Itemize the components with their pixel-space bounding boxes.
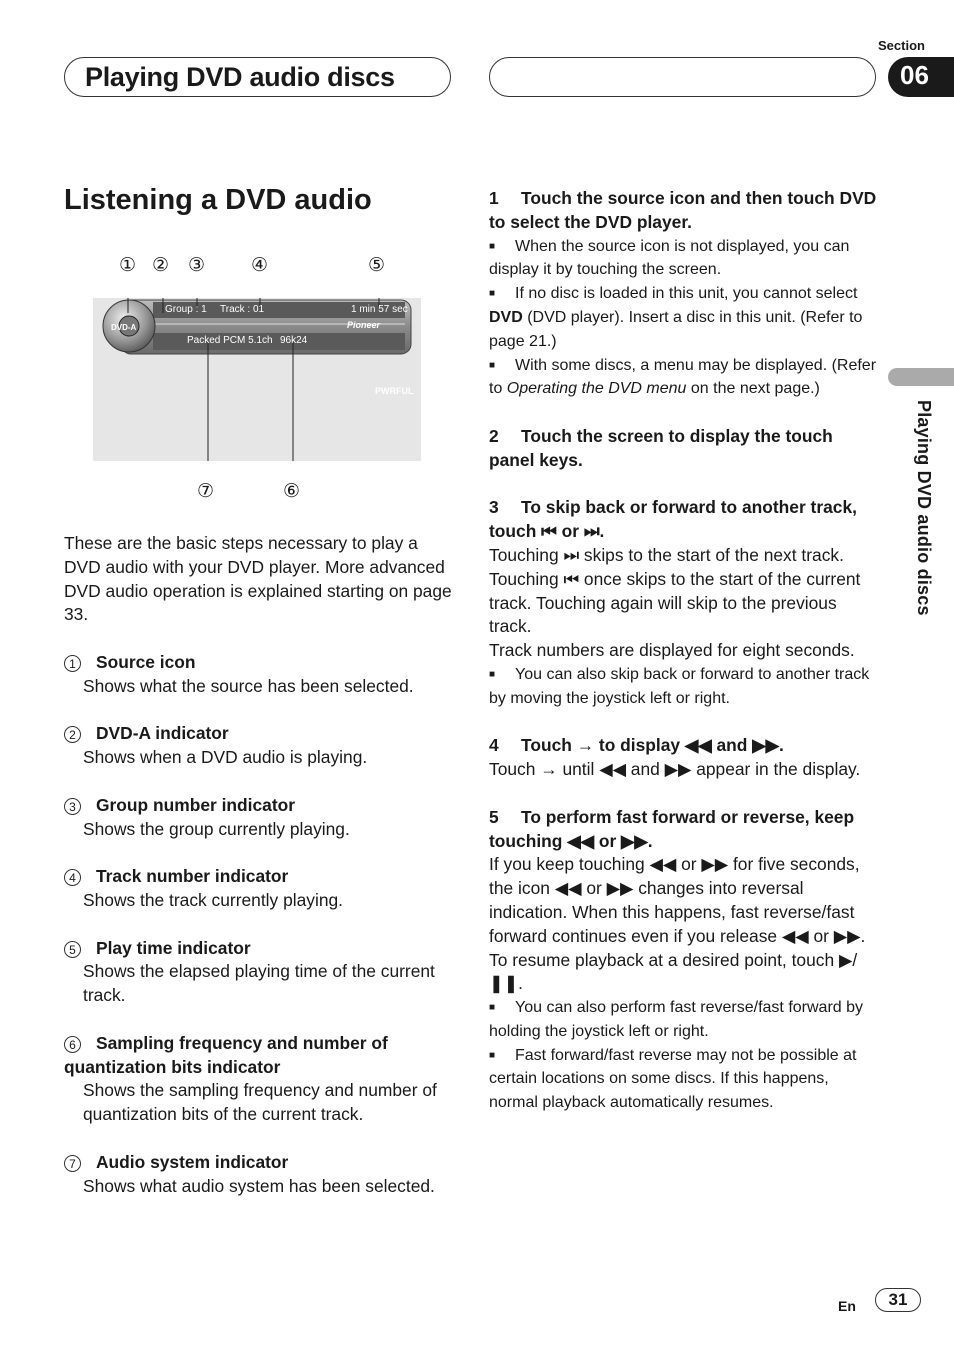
step-5-heading: 5 To perform fast forward or reverse, keep touching ◀◀ or ▶▶. bbox=[489, 806, 855, 851]
track-indicator: Track : 01 bbox=[220, 304, 265, 315]
side-tab-marker bbox=[888, 368, 954, 386]
step-1-note-1: ■ When the source icon is not displayed, you can display it by touching the screen. bbox=[489, 237, 850, 279]
step-3-body-1: Touching ⏭ skips to the start of the next track. Touching ⏮ once skips to the start of the current track. Touching again will skip to the previous track. bbox=[489, 544, 861, 637]
definition-body: Shows what the source has been selected. bbox=[83, 675, 414, 696]
definition-body: Shows the group currently playing. bbox=[83, 818, 350, 839]
step-3-heading: 3 To skip back or forward to another track, touch ⏮ or ⏭. bbox=[489, 497, 857, 542]
side-tab-text: Playing DVD audio discs bbox=[914, 400, 934, 616]
section-label: Section bbox=[878, 38, 925, 53]
callout-7: ⑦ bbox=[197, 481, 215, 502]
sampling-indicator: 96k24 bbox=[280, 335, 308, 346]
callout-2: ② bbox=[152, 255, 170, 276]
source-icon-label: DVD-A bbox=[111, 323, 137, 332]
definition-title: Source icon bbox=[96, 651, 196, 672]
step-4-heading: 4 Touch → to display ◀◀ and ▶▶. bbox=[489, 735, 784, 756]
step-3-note-1: ■ You can also skip back or forward to another track by moving the joystick left or right. bbox=[489, 665, 870, 707]
brand-logo: Pioneer bbox=[347, 320, 381, 330]
page-number: 31 bbox=[875, 1288, 921, 1312]
page-title: Listening a DVD audio bbox=[64, 184, 372, 216]
step-5-note-2: ■ Fast forward/fast reverse may not be possible at certain locations on some discs. If this happens, normal playback automatically resumes. bbox=[489, 1046, 857, 1112]
callout-3: ③ bbox=[188, 255, 206, 276]
audio-system-indicator: Packed PCM 5.1ch bbox=[187, 335, 273, 346]
intro-text: These are the basic steps necessary to play a DVD audio with your DVD player. More advanced DVD audio operation is explained starting on page 33. bbox=[64, 533, 452, 625]
pwrful-label: PWRFUL bbox=[375, 386, 414, 396]
header-empty-pill bbox=[489, 57, 876, 97]
footer-language: En bbox=[838, 1298, 856, 1314]
definition-item: 3 Group number indicator Shows the group currently playing. bbox=[64, 794, 459, 842]
right-column bbox=[489, 187, 879, 1115]
group-indicator: Group : 1 bbox=[165, 304, 207, 315]
definition-title: Audio system indicator bbox=[96, 1151, 289, 1172]
step-5-body-1: If you keep touching ◀◀ or ▶▶ for five seconds, the icon ◀◀ or ▶▶ changes into reversal indication. When this happens, fast reverse/fast forward continues even if you release ◀◀ or ▶▶. To resume playback at a desired point, touch ▶/❚❚. bbox=[489, 854, 866, 994]
definition-item: 2 DVD-A indicator Shows when a DVD audio is playing. bbox=[64, 722, 459, 770]
callout-4: ④ bbox=[251, 255, 269, 276]
definition-title: Play time indicator bbox=[96, 937, 251, 958]
left-column bbox=[64, 532, 459, 1198]
dvd-audio-screen-figure bbox=[93, 298, 421, 461]
callout-1: ① bbox=[119, 255, 137, 276]
definition-title: Group number indicator bbox=[96, 794, 296, 815]
definition-body: Shows the elapsed playing time of the current track. bbox=[83, 961, 435, 1006]
step-2-heading: 2 Touch the screen to display the touch panel keys. bbox=[489, 425, 833, 470]
definition-item: 4 Track number indicator Shows the track currently playing. bbox=[64, 865, 459, 913]
header-title: Playing DVD audio discs bbox=[85, 62, 395, 92]
step-1-note-2: ■ If no disc is loaded in this unit, you cannot select DVD (DVD player). Insert a disc in this unit. (Refer to page 21.) bbox=[489, 285, 863, 350]
section-number: 06 bbox=[888, 57, 954, 97]
definition-title: Sampling frequency and number of quantization bits indicator bbox=[64, 1032, 388, 1077]
definition-body: Shows the track currently playing. bbox=[83, 889, 344, 910]
definition-body: Shows when a DVD audio is playing. bbox=[83, 747, 368, 768]
definition-item: 7 Audio system indicator Shows what audio system has been selected. bbox=[64, 1151, 459, 1199]
header-title-pill bbox=[64, 57, 451, 97]
callout-6: ⑥ bbox=[283, 481, 301, 502]
step-3-body-2: Track numbers are displayed for eight seconds. bbox=[489, 640, 855, 661]
callout-5: ⑤ bbox=[368, 255, 386, 276]
definition-item: 6 Sampling frequency and number of quantization bits indicator Shows the sampling frequency and number of quantization bits of the current track. bbox=[64, 1032, 459, 1127]
definition-body: Shows the sampling frequency and number of quantization bits of the current track. bbox=[83, 1080, 437, 1125]
definition-title: Track number indicator bbox=[96, 866, 289, 887]
definition-body: Shows what audio system has been selected. bbox=[83, 1175, 435, 1196]
definition-item: 5 Play time indicator Shows the elapsed playing time of the current track. bbox=[64, 937, 459, 1008]
definition-title: DVD-A indicator bbox=[96, 723, 229, 744]
step-1-heading: 1 Touch the source icon and then touch DVD to select the DVD player. bbox=[489, 188, 877, 232]
definition-item: 1 Source icon Shows what the source has been selected. bbox=[64, 651, 459, 699]
step-1-note-3: ■ With some discs, a menu may be displayed. (Refer to Operating the DVD menu on the next page.) bbox=[489, 356, 877, 398]
step-5-note-1: ■ You can also perform fast reverse/fast forward by holding the joystick left or right. bbox=[489, 999, 864, 1040]
play-time-indicator: 1 min 57 sec bbox=[351, 304, 408, 315]
step-4-body-1: Touch → until ◀◀ and ▶▶ appear in the display. bbox=[489, 759, 861, 780]
